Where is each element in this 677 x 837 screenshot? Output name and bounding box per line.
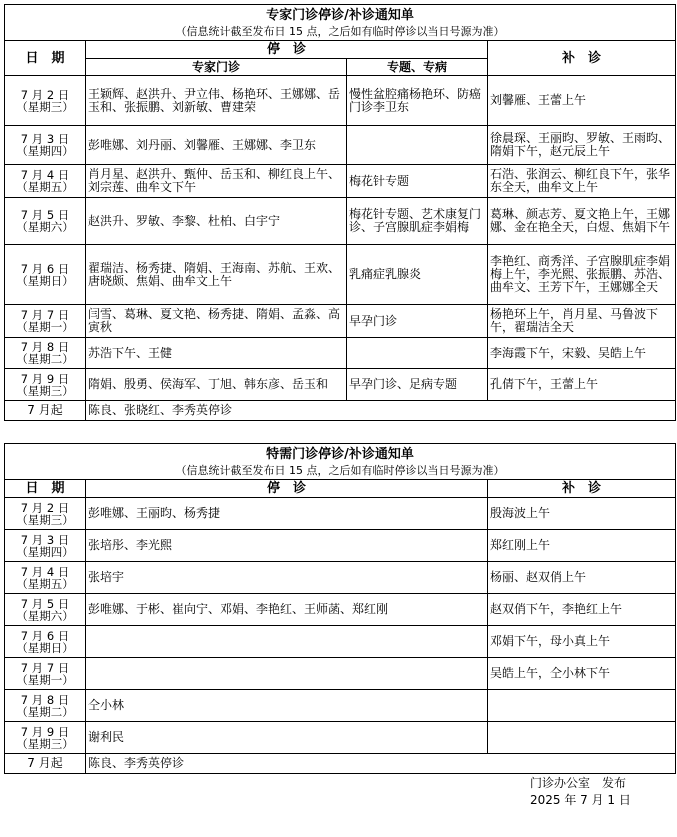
stop-cell: 张培宇 (86, 562, 488, 594)
date-text: 7 月 6 日 (20, 628, 70, 643)
last-row-date: 7 月起 (5, 754, 86, 774)
special-needs-clinic-table (4, 443, 676, 774)
date-cell (5, 498, 86, 530)
weekday-text: （星期二） (16, 352, 74, 366)
table-row (5, 305, 676, 338)
expert-stop-cell: 苏浩下午、王健 (86, 338, 347, 369)
table-row (5, 658, 676, 690)
date-text: 7 月 5 日 (20, 596, 70, 611)
date-cell (5, 594, 86, 626)
last-row-date: 7 月起 (5, 401, 86, 421)
table-row (5, 626, 676, 658)
table-row (5, 198, 676, 245)
special-stop-cell: 梅花针专题 (347, 165, 488, 198)
makeup-cell (488, 722, 676, 754)
weekday-text: （星期日） (16, 273, 74, 288)
table-row (5, 594, 676, 626)
table-subtitle: （信息统计截至发布日 15 点，之后如有临时停诊以当日号源为准） (175, 25, 505, 38)
date-cell (5, 530, 86, 562)
makeup-cell: 李海霞下午，宋毅、吴皓上午 (488, 338, 676, 369)
last-row-text: 陈良、李秀英停诊 (86, 754, 676, 774)
makeup-cell: 葛琳、颜志芳、夏文艳上午，王娜娜、金在艳全天，白煜、焦娟下午 (488, 198, 676, 245)
special-stop-cell (347, 338, 488, 369)
date-text: 7 月 9 日 (20, 724, 70, 739)
special-stop-cell: 早孕门诊、足病专题 (347, 369, 488, 401)
date-cell (5, 198, 86, 245)
makeup-cell (488, 690, 676, 722)
expert-stop-cell: 闫雪、葛琳、夏文艳、杨秀捷、隋娟、孟淼、高寅秋 (86, 305, 347, 338)
weekday-text: （星期四） (16, 544, 74, 559)
expert-stop-cell: 彭唯娜、刘丹丽、刘馨雁、王娜娜、李卫东 (86, 126, 347, 165)
header-stop: 停 诊 (86, 480, 488, 498)
weekday-text: （星期三） (16, 512, 74, 527)
expert-stop-cell: 隋娟、殷勇、侯海军、丁旭、韩东彦、岳玉和 (86, 369, 347, 401)
weekday-text: （星期三） (16, 383, 74, 398)
date-text: 7 月 2 日 (20, 87, 70, 102)
makeup-cell: 石浩、张润云、柳红良下午，张华东全天，曲牟文上午 (488, 165, 676, 198)
date-cell (5, 305, 86, 338)
stop-cell: 谢利民 (86, 722, 488, 754)
header-stop: 停 诊 (86, 41, 488, 59)
table-row (5, 126, 676, 165)
weekday-text: （星期三） (16, 736, 74, 751)
date-cell (5, 338, 86, 369)
stop-cell: 彭唯娜、王丽昀、杨秀捷 (86, 498, 488, 530)
special-stop-cell: 早孕门诊 (347, 305, 488, 338)
table-row (5, 338, 676, 369)
date-text: 7 月 6 日 (20, 261, 70, 276)
table-row (5, 76, 676, 126)
makeup-cell: 孔倩下午，王蕾上午 (488, 369, 676, 401)
date-text: 7 月 4 日 (20, 168, 70, 182)
table-row (5, 690, 676, 722)
expert-stop-cell: 赵洪升、罗敏、李黎、杜柏、白宇宁 (86, 198, 347, 245)
table-row (5, 245, 676, 305)
date-cell (5, 245, 86, 305)
stop-cell: 张培彤、李光熙 (86, 530, 488, 562)
weekday-text: （星期三） (16, 99, 74, 114)
header-makeup: 补 诊 (488, 480, 676, 498)
weekday-text: （星期日） (16, 640, 74, 655)
special-stop-cell: 梅花针专题、艺术康复门诊、子宫腺肌症李娟梅 (347, 198, 488, 245)
table-subtitle: （信息统计截至发布日 15 点，之后如有临时停诊以当日号源为准） (175, 464, 505, 477)
table-row (5, 165, 676, 198)
date-cell (5, 626, 86, 658)
table-row (5, 369, 676, 401)
weekday-text: （星期五） (16, 576, 74, 591)
date-text: 7 月 8 日 (20, 340, 70, 354)
date-text: 7 月 7 日 (20, 308, 70, 322)
weekday-text: （星期六） (16, 220, 74, 234)
date-text: 7 月 2 日 (20, 500, 70, 515)
publisher: 门诊办公室 发布 (530, 776, 627, 790)
weekday-text: （星期一） (16, 320, 74, 334)
table-title: 特需门诊停诊/补诊通知单 (266, 447, 414, 462)
header-date: 日 期 (5, 41, 86, 76)
special-stop-cell: 慢性盆腔痛杨艳环、防癌门诊李卫东 (347, 76, 488, 126)
date-cell (5, 658, 86, 690)
makeup-cell: 殷海波上午 (488, 498, 676, 530)
stop-cell (86, 658, 488, 690)
expert-stop-cell: 肖月星、赵洪升、甄仲、岳玉和、柳红良上午、刘宗莲、曲牟文下午 (86, 165, 347, 198)
table-title-block (5, 5, 676, 41)
expert-clinic-table (4, 4, 676, 421)
weekday-text: （星期一） (16, 672, 74, 687)
date-text: 7 月 5 日 (20, 208, 70, 222)
publish-date: 2025 年 7 月 1 日 (530, 793, 631, 807)
table-row (5, 562, 676, 594)
date-cell (5, 722, 86, 754)
footer (530, 775, 670, 809)
date-text: 7 月 3 日 (20, 532, 70, 547)
header-date: 日 期 (5, 480, 86, 498)
weekday-text: （星期六） (16, 608, 74, 623)
expert-stop-cell: 翟瑞洁、杨秀捷、隋娟、王海南、苏航、王欢、唐晓颇、焦娟、曲牟文上午 (86, 245, 347, 305)
stop-cell (86, 626, 488, 658)
date-cell (5, 369, 86, 401)
special-stop-cell (347, 126, 488, 165)
makeup-cell: 吴皓上午，仝小林下午 (488, 658, 676, 690)
special-stop-cell: 乳痛症乳腺炎 (347, 245, 488, 305)
last-row-text: 陈良、张晓红、李秀英停诊 (86, 401, 676, 421)
makeup-cell: 杨丽、赵双俏上午 (488, 562, 676, 594)
date-text: 7 月 9 日 (20, 371, 70, 386)
table-row (5, 498, 676, 530)
stop-cell: 仝小林 (86, 690, 488, 722)
table-row (5, 722, 676, 754)
expert-stop-cell: 王颖辉、赵洪升、尹立伟、杨艳环、王娜娜、岳玉和、张振鹏、刘新敏、曹建荣 (86, 76, 347, 126)
table-title-block (5, 444, 676, 480)
weekday-text: （星期二） (16, 704, 74, 719)
date-text: 7 月 4 日 (20, 564, 70, 579)
table-row (5, 530, 676, 562)
makeup-cell: 郑红刚上午 (488, 530, 676, 562)
date-cell (5, 165, 86, 198)
header-expert-clinic: 专家门诊 (86, 59, 347, 76)
date-cell (5, 126, 86, 165)
date-cell (5, 690, 86, 722)
table-title: 专家门诊停诊/补诊通知单 (266, 8, 414, 23)
makeup-cell: 杨艳环上午，肖月星、马鲁波下午，翟瑞洁全天 (488, 305, 676, 338)
makeup-cell: 刘馨雁、王蕾上午 (488, 76, 676, 126)
makeup-cell: 徐晨琛、王丽昀、罗敏、王雨昀、隋娟下午，赵元辰上午 (488, 126, 676, 165)
weekday-text: （星期四） (16, 144, 74, 158)
header-makeup: 补 诊 (488, 41, 676, 76)
date-text: 7 月 8 日 (20, 692, 70, 707)
weekday-text: （星期五） (16, 180, 74, 194)
date-text: 7 月 7 日 (20, 660, 70, 675)
makeup-cell: 李艳红、商秀洋、子宫腺肌症李娟梅上午，李光熙、张振鹏、苏浩、曲牟文、王芳下午，王娜娜全天 (488, 245, 676, 305)
stop-cell: 彭唯娜、于彬、崔向宁、邓娟、李艳红、王师菡、郑红刚 (86, 594, 488, 626)
date-cell (5, 76, 86, 126)
header-special-clinic: 专题、专病 (347, 59, 488, 76)
date-cell (5, 562, 86, 594)
date-text: 7 月 3 日 (20, 132, 70, 146)
makeup-cell: 邓娟下午，母小真上午 (488, 626, 676, 658)
makeup-cell: 赵双俏下午，李艳红上午 (488, 594, 676, 626)
